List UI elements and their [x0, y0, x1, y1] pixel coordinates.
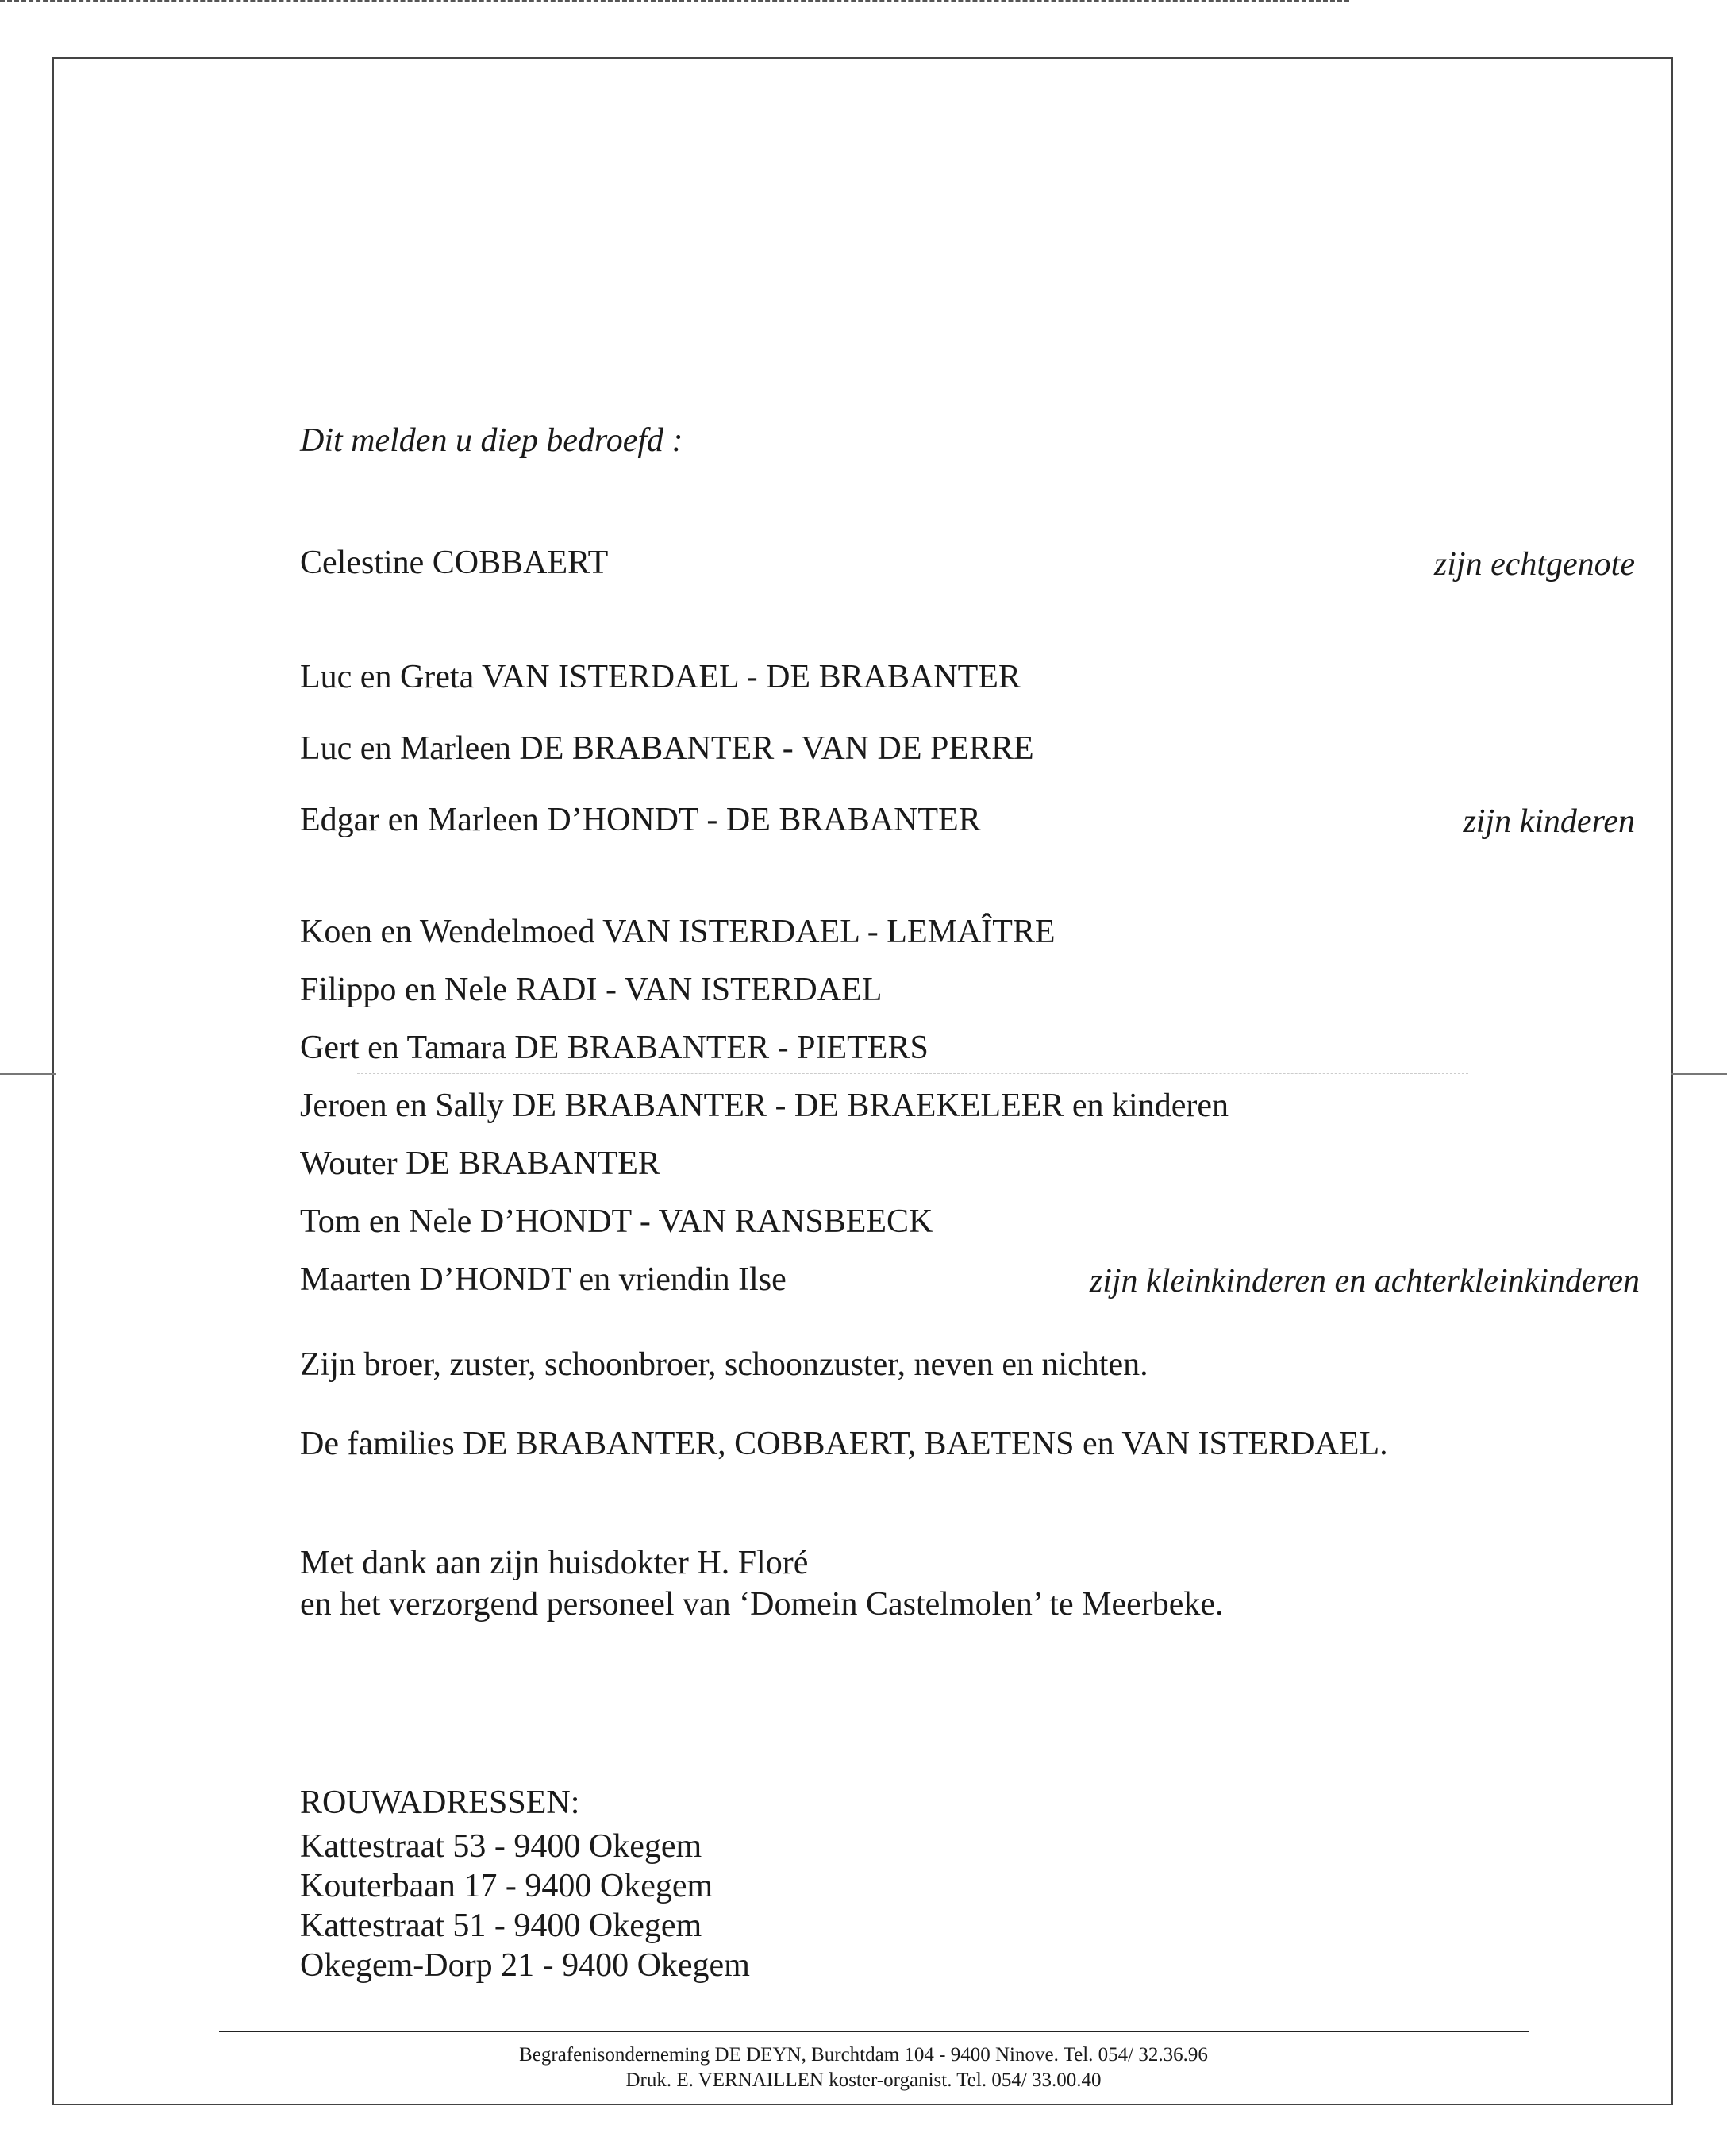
- child-line-3: Edgar en Marleen D’HONDT - DE BRABANTER: [300, 802, 981, 838]
- address-line-1: Kattestraat 53 - 9400 Okegem: [300, 1828, 702, 1865]
- relatives-text: Zijn broer, zuster, schoonbroer, schoonzuster, neven en nichten.: [300, 1346, 1148, 1383]
- grandchild-line-5: Wouter DE BRABANTER: [300, 1145, 660, 1182]
- grandchild-line-7: Maarten D’HONDT en vriendin Ilse: [300, 1261, 787, 1298]
- intro-text: Dit melden u diep bedroefd :: [300, 422, 683, 459]
- grandchild-line-3: Gert en Tamara DE BRABANTER - PIETERS: [300, 1030, 929, 1066]
- grandchild-line-6: Tom en Nele D’HONDT - VAN RANSBEECK: [300, 1203, 933, 1240]
- child-line-1: Luc en Greta VAN ISTERDAEL - DE BRABANTER: [300, 659, 1021, 695]
- grandchild-line-2: Filippo en Nele RADI - VAN ISTERDAEL: [300, 972, 883, 1008]
- address-line-2: Kouterbaan 17 - 9400 Okegem: [300, 1868, 713, 1904]
- children-role: zijn kinderen: [1463, 803, 1635, 840]
- fold-crease: [357, 1073, 1468, 1074]
- grandchild-line-4: Jeroen en Sally DE BRABANTER - DE BRAEKELEER en kinderen: [300, 1088, 1229, 1124]
- spouse-name: Celestine COBBAERT: [300, 545, 609, 581]
- thanks-line-2: en het verzorgend personeel van ‘Domein Castelmolen’ te Meerbeke.: [300, 1586, 1224, 1623]
- grandchildren-role: zijn kleinkinderen en achterkleinkinderen: [1089, 1263, 1640, 1299]
- card-border: [52, 57, 1673, 2105]
- fold-mark-right: [1671, 1073, 1727, 1075]
- child-line-2: Luc en Marleen DE BRABANTER - VAN DE PERRE: [300, 730, 1034, 767]
- address-line-4: Okegem-Dorp 21 - 9400 Okegem: [300, 1947, 750, 1984]
- fold-mark-left: [0, 1073, 56, 1075]
- scan-top-edge: [0, 0, 1349, 2]
- thanks-line-1: Met dank aan zijn huisdokter H. Floré: [300, 1545, 809, 1581]
- spouse-role: zijn echtgenote: [1433, 546, 1635, 583]
- addresses-heading: ROUWADRESSEN:: [300, 1784, 580, 1821]
- footer-line-1: Begrafenisonderneming DE DEYN, Burchtdam 104 - 9400 Ninove. Tel. 054/ 32.36.96: [519, 2044, 1208, 2066]
- footer-line-2: Druk. E. VERNAILLEN koster-organist. Tel. 054/ 33.00.40: [625, 2069, 1102, 2091]
- address-line-3: Kattestraat 51 - 9400 Okegem: [300, 1908, 702, 1944]
- footer-rule: [219, 2031, 1529, 2032]
- grandchild-line-1: Koen en Wendelmoed VAN ISTERDAEL - LEMAÎTRE: [300, 914, 1056, 950]
- families-text: De families DE BRABANTER, COBBAERT, BAETENS en VAN ISTERDAEL.: [300, 1426, 1388, 1462]
